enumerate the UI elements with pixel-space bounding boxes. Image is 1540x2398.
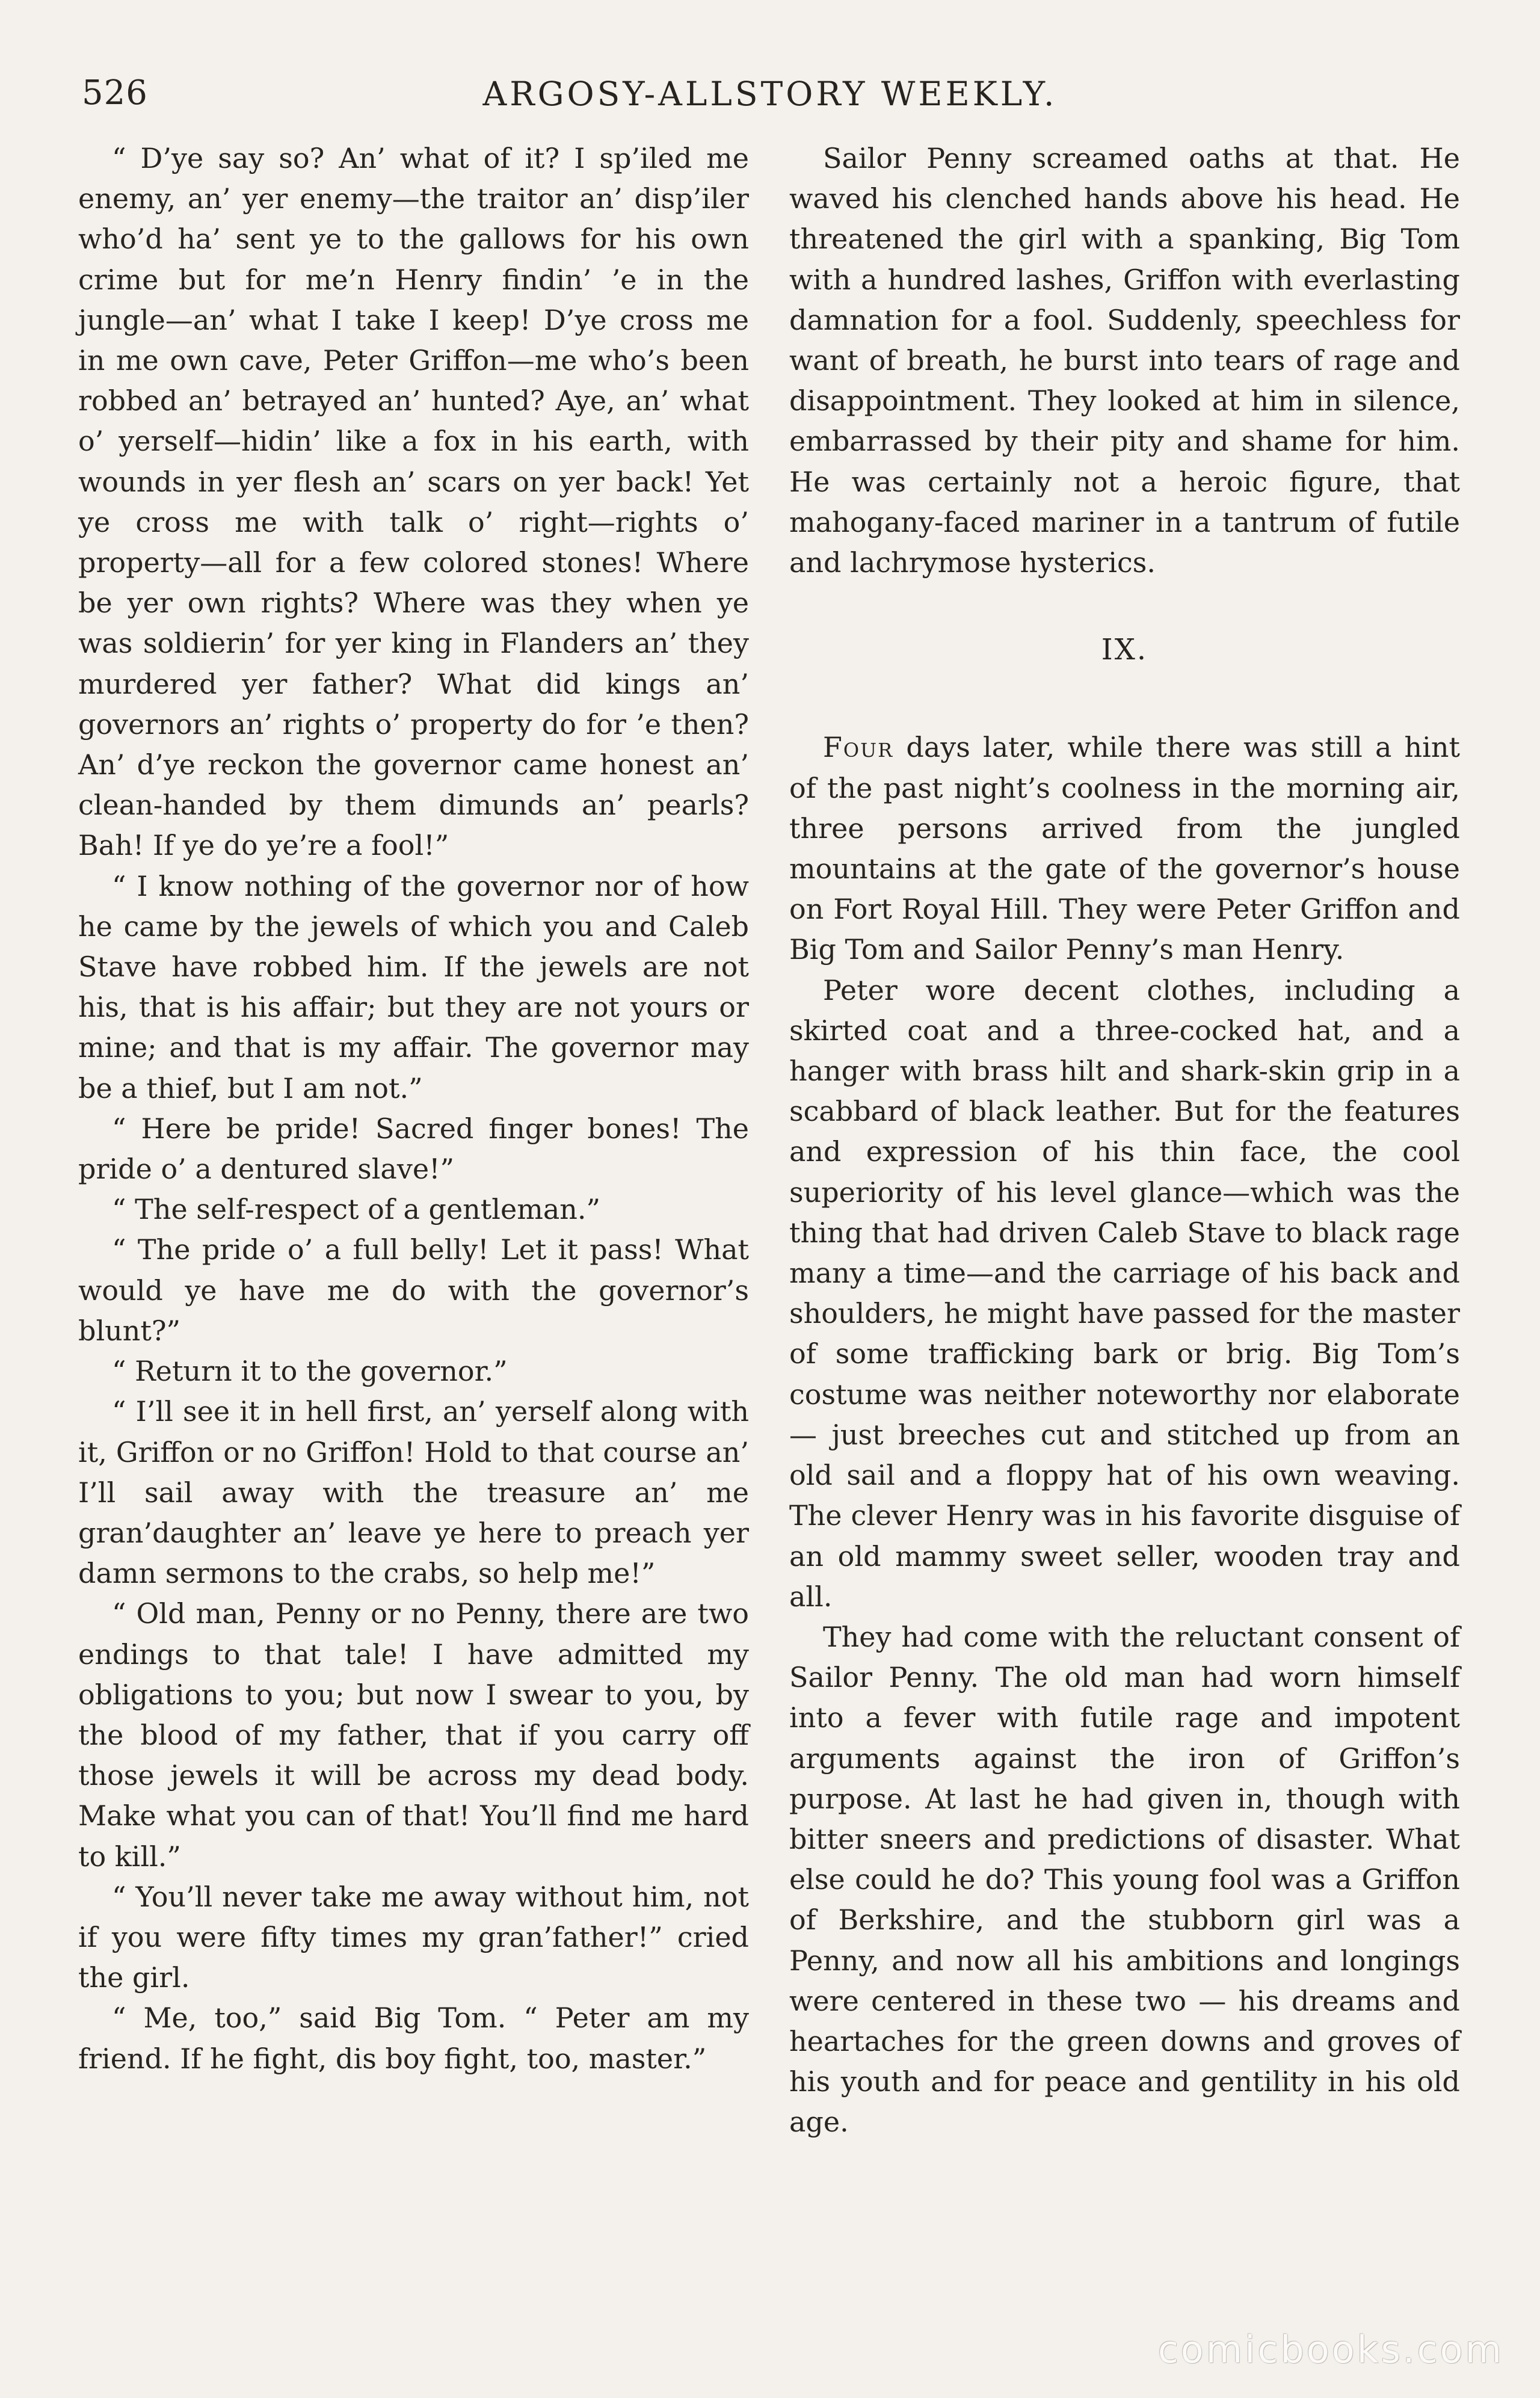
watermark: comicbooks.com (1157, 2328, 1504, 2372)
paragraph: “ Return it to the governor.” (112, 1355, 508, 1388)
paragraph: “ I know nothing of the governor nor of how he came by the jewels of which you and Caleb Stave have robbed him. If the jewels are not his, that is his affair; but they are not yours or mine; and that is my affair. The governor may be a thief, but I am not.” (78, 869, 749, 1105)
lead-in-small-caps: Four (823, 731, 894, 764)
paragraph: “ The pride o’ a full belly! Let it pass! What would ye have me do with the governor’s blunt?” (78, 1233, 749, 1347)
paragraph: “ Old man, Penny or no Penny, there are two endings to that tale! I have admitted my obligations to you; but now I swear to you, by the blood of my father, that if you carry off those jewels it will be across my dead body. Make what you can of that! You’ll find me hard to kill.” (78, 1597, 749, 1873)
paragraph: “ You’ll never take me away without him, not if you were fifty times my gran’father!” cried the girl. (78, 1880, 749, 1994)
chapter-opening-text: days later, while there was still a hint of the past night’s coolness in the morning air, three persons arrived from the jungled mountains at the gate of the governor’s house on Fort Royal Hill. They were Peter Griffon and Big Tom and Sailor Penny’s man Henry. (789, 731, 1460, 966)
right-column (789, 138, 1460, 2143)
page-number: 526 (82, 73, 148, 113)
paragraph: “ D’ye say so? An’ what of it? I sp’iled me enemy, an’ yer enemy—the traitor an’ disp’iler who’d ha’ sent ye to the gallows for his own crime but for me’n Henry findin’ ’e in the jungle—an’ what I take I keep! D’ye cross me in me own cave, Peter Griffon—me who’s been robbed an’ betrayed an’ hunted? Aye, an’ what o’ yerself—hidin’ like a fox in his earth, with wounds in yer flesh an’ scars on yer back! Yet ye cross me with talk o’ right—rights o’ property—all for a few colored stones! Where be yer own rights? Where was they when ye was soldierin’ for yer king in Flanders an’ they murdered yer father? What did kings an’ governors an’ rights o’ property do for ’e then? An’ d’ye reckon the governor came honest an’ clean-handed by them dimunds an’ pearls? Bah! If ye do ye’re a fool!” (78, 142, 749, 862)
running-head: ARGOSY-ALLSTORY WEEKLY. (482, 75, 1058, 113)
paragraph: “ The self-respect of a gentleman.” (112, 1193, 601, 1226)
paragraph: Peter wore decent clothes, including a skirted coat and a three-cocked hat, and a hanger with brass hilt and shark-skin grip in a scabbard of black leather. But for the features and expression of his thin face, the cool superiority of his level glance—which was the thing that had driven Caleb Stave to black rage many a time—and the carriage of his back and shoulders, he might have passed for the master of some trafficking bark or brig. Big Tom’s costume was neither noteworthy nor elaborate — just breeches cut and stitched up from an old sail and a floppy hat of his own weaving. The clever Henry was in his favorite disguise of an old mammy sweet seller, wooden tray and all. (789, 973, 1460, 1613)
left-column (78, 138, 749, 2079)
paragraph: “ Me, too,” said Big Tom. “ Peter am my friend. If he fight, dis boy fight, too, master.” (78, 2002, 749, 2075)
paragraph: “ I’ll see it in hell first, an’ yerself along with it, Griffon or no Griffon! Hold to that course an’ I’ll sail away with the treasure an’ me gran’daughter an’ leave ye here to preach yer damn sermons to the crabs, so help me!” (78, 1395, 749, 1590)
chapter-opening-paragraph (789, 727, 1460, 970)
chapter-heading: IX. (1101, 633, 1148, 667)
paragraph: Sailor Penny screamed oaths at that. He waved his clenched hands above his head. He threatened the girl with a spanking, Big Tom with a hundred lashes, Griffon with everlasting damnation for a fool. Suddenly, speechless for want of breath, he burst into tears of rage and disappointment. They looked at him in silence, embarrassed by their pity and shame for him. He was certainly not a heroic figure, that mahogany-faced mariner in a tantrum of futile and lachrymose hysterics. (789, 142, 1460, 579)
paragraph: “ Here be pride! Sacred finger bones! The pride o’ a dentured slave!” (78, 1112, 749, 1186)
paragraph: They had come with the reluctant consent of Sailor Penny. The old man had worn himself into a fever with futile rage and impotent arguments against the iron of Griffon’s purpose. At last he had given in, though with bitter sneers and predictions of disaster. What else could he do? This young fool was a Griffon of Berkshire, and the stubborn girl was a Penny, and now all his ambitions and longings were centered in these two — his dreams and heartaches for the green downs and groves of his youth and for peace and gentility in his old age. (789, 1620, 1460, 2139)
